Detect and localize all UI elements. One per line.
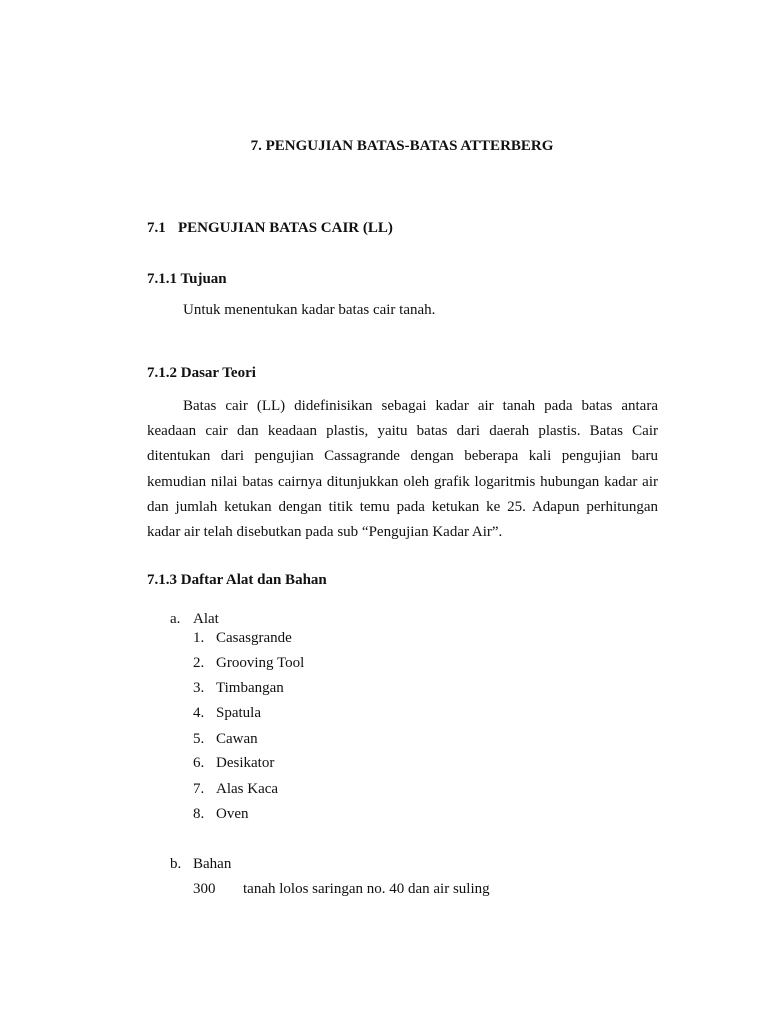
bahan-quantity: 300 <box>193 881 216 897</box>
list-item-number: 8. <box>193 806 205 822</box>
daftar-heading: 7.1.3 Daftar Alat dan Bahan <box>147 572 327 588</box>
chapter-title: 7. PENGUJIAN BATAS-BATAS ATTERBERG <box>250 138 554 154</box>
dasar-teori-heading: 7.1.2 Dasar Teori <box>147 365 256 381</box>
list-item-number: 5. <box>193 731 205 747</box>
section-number: 7.1 <box>147 220 166 236</box>
list-item-number: 1. <box>193 630 205 646</box>
list-item-number: 2. <box>193 655 205 671</box>
list-item-number: 7. <box>193 781 205 797</box>
tujuan-text: Untuk menentukan kadar batas cair tanah. <box>183 302 436 318</box>
bahan-label: Bahan <box>193 856 232 872</box>
alat-label: Alat <box>193 611 219 627</box>
dasar-teori-paragraph: Batas cair (LL) didefinisikan sebagai kadar air tanah pada batas antara keadaan cair dan keadaan plastis, yaitu batas dari daerah plastis. Batas Cair ditentukan dari pengujian Cassagrande dengan beberapa kali pengujian baru kemudian nilai batas cairnya ditunjukkan oleh grafik logaritmis hubungan kadar air dan jumlah ketukan dengan titik temu pada ketukan ke 25. Adapun perhitungan kadar air telah disebutkan pada sub “Pengujian Kadar Air”. <box>147 398 658 541</box>
section-title: PENGUJIAN BATAS CAIR (LL) <box>178 220 393 236</box>
alat-marker: a. <box>170 611 181 627</box>
list-item: Timbangan <box>216 680 284 696</box>
list-item: Spatula <box>216 705 261 721</box>
bahan-marker: b. <box>170 856 182 872</box>
list-item: Alas Kaca <box>216 781 279 797</box>
list-item-number: 3. <box>193 680 205 696</box>
list-item-number: 4. <box>193 705 205 721</box>
list-item: Oven <box>216 806 249 822</box>
list-item: Desikator <box>216 755 275 771</box>
bahan-text: tanah lolos saringan no. 40 dan air suling <box>243 881 490 897</box>
tujuan-heading: 7.1.1 Tujuan <box>147 271 227 287</box>
list-item: Cawan <box>216 731 258 747</box>
list-item: Grooving Tool <box>216 655 305 671</box>
list-item: Casasgrande <box>216 630 292 646</box>
list-item-number: 6. <box>193 755 205 771</box>
